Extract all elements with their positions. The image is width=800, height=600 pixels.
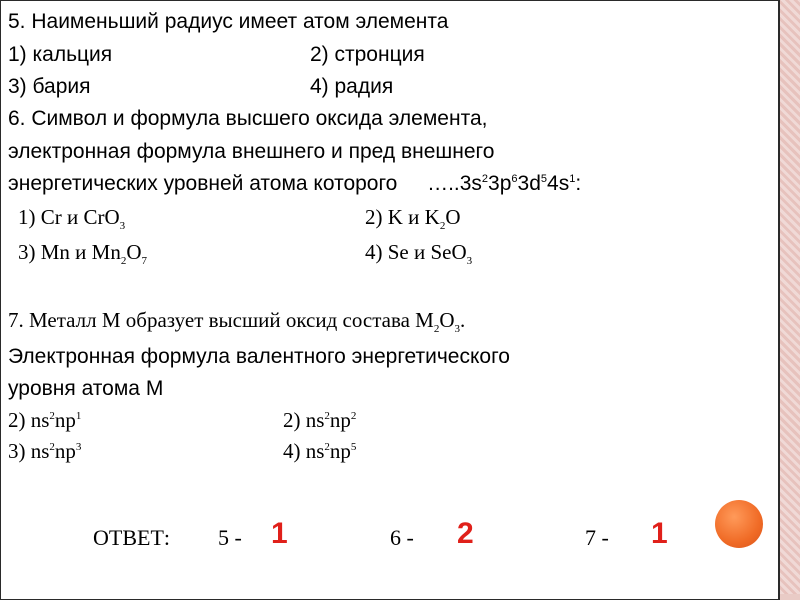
q5-option-4: 4) радия: [310, 75, 394, 98]
answer-6-label: 6 -: [390, 525, 414, 550]
answer-7-value: 1: [651, 517, 668, 550]
answer-5-label: 5 -: [218, 525, 242, 550]
answer-5-value: 1: [271, 517, 288, 550]
q6-config: $\dots..3s^23p^63d^54s^1$:: [427, 172, 582, 195]
answer-6-value: 2: [457, 517, 474, 550]
answer-7-label: 7 -: [585, 525, 609, 550]
q7-option-3: 3) $ns^2np^3$: [8, 439, 82, 463]
q6-option-4: 4) Se и SeO$_3$: [365, 240, 473, 268]
q7-option-1: 2) $ns^2np^1$: [8, 408, 82, 432]
q5-title: 5. Наименьший радиус имеет атом элемента: [8, 10, 449, 33]
q5-option-3: 3) бария: [8, 75, 91, 98]
answer-label: ОТВЕТ:: [93, 525, 170, 550]
orange-circle-decoration: [715, 500, 763, 548]
q7-line-3: уровня атома М: [8, 377, 164, 400]
q7-option-2: 2) $ns^2np^2$: [283, 408, 357, 432]
q5-option-2: 2) стронция: [310, 43, 425, 66]
q7-option-4: 4) $ns^2np^5$: [283, 439, 357, 463]
q6-option-1: 1) Cr и CrO$_3$: [18, 205, 126, 233]
q5-option-1: 1) кальция: [8, 43, 113, 66]
q7-title: 7. Металл М образует высший оксид состава $М_2О_3$.: [8, 308, 466, 336]
q7-line-2: Электронная формула валентного энергетического: [8, 345, 510, 368]
q6-line-2: электронная формула внешнего и пред внешнего: [8, 140, 495, 163]
q6-title: 6. Символ и формула высшего оксида элемента,: [8, 107, 488, 130]
q6-option-2: 2) K и $K_2O$: [365, 205, 461, 233]
q6-option-3: 3) Mn и $Mn_2O_7$: [18, 240, 147, 268]
q6-line-3: [8, 172, 581, 196]
decorative-stripe-right: [778, 0, 800, 600]
q6-line-3-text: энергетических уровней атома которого: [8, 172, 398, 195]
